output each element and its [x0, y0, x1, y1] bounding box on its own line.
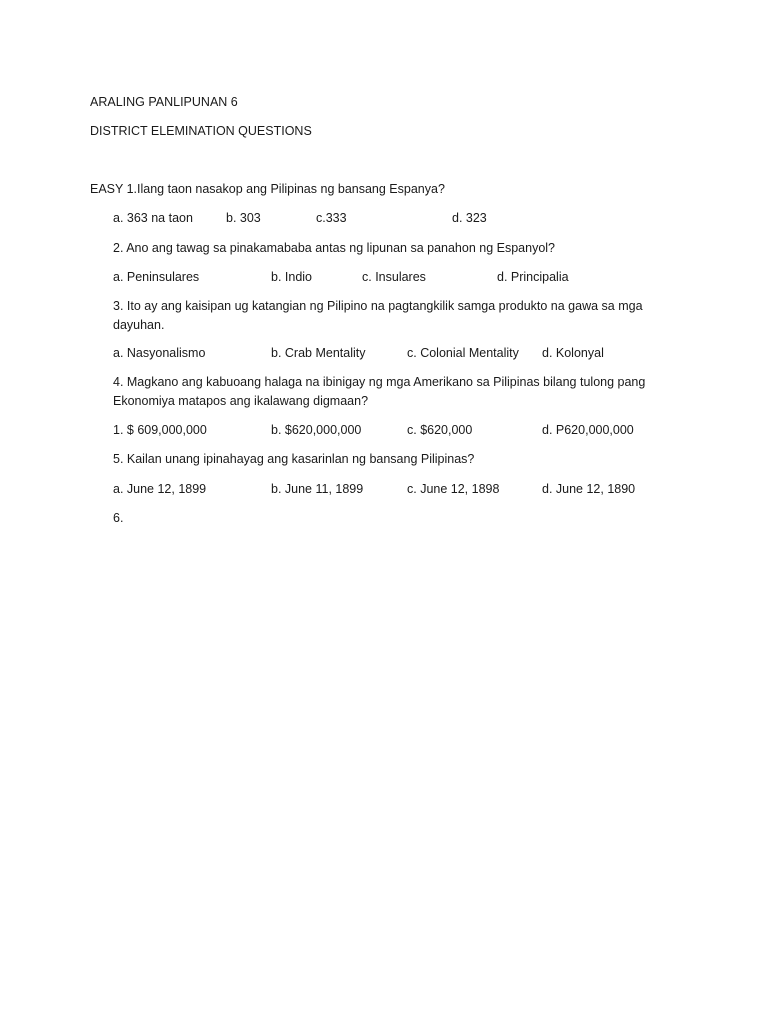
question-6-text: 6. [113, 511, 124, 525]
option-b: b. 303 [226, 211, 261, 225]
option-b: b. $620,000,000 [271, 423, 362, 437]
question-4-text: 4. Magkano ang kabuoang halaga na ibinigay ng mga Amerikano sa Pilipinas bilang tulong pang Ekonomiya matapos ang ikalawang digmaan? [113, 375, 646, 408]
option-b: b. June 11, 1899 [271, 482, 364, 496]
exam-title: DISTRICT ELEMINATION QUESTIONS [90, 124, 312, 138]
option-a: a. 363 na taon [113, 211, 193, 225]
option-d: d. Kolonyal [542, 346, 604, 360]
option-a: a. Nasyonalismo [113, 346, 206, 360]
option-d: d. 323 [452, 211, 487, 225]
option-c: c. Insulares [362, 270, 426, 284]
option-a: a. June 12, 1899 [113, 482, 207, 496]
option-c: c.333 [316, 211, 347, 225]
option-d: d. June 12, 1890 [542, 482, 636, 496]
question-1-text: EASY 1.Ilang taon nasakop ang Pilipinas ng bansang Espanya? [90, 182, 445, 196]
question-3-text: 3. Ito ay ang kaisipan ug katangian ng Pilipino na pagtangkilik samga produkto na gawa sa mga dayuhan. [113, 299, 643, 332]
option-a: 1. $ 609,000,000 [113, 423, 207, 437]
option-b: b. Indio [271, 270, 313, 284]
option-c: c. June 12, 1898 [407, 482, 500, 496]
option-c: c. Colonial Mentality [407, 346, 519, 360]
option-d: d. P620,000,000 [542, 423, 634, 437]
option-d: d. Principalia [497, 270, 569, 284]
option-c: c. $620,000 [407, 423, 473, 437]
question-2-text: 2. Ano ang tawag sa pinakamababa antas ng lipunan sa panahon ng Espanyol? [113, 241, 556, 255]
option-a: a. Peninsulares [113, 270, 200, 284]
subject-title: ARALING PANLIPUNAN 6 [90, 95, 238, 109]
question-5-text: 5. Kailan unang ipinahayag ang kasarinlan ng bansang Pilipinas? [113, 452, 475, 466]
option-b: b. Crab Mentality [271, 346, 366, 360]
